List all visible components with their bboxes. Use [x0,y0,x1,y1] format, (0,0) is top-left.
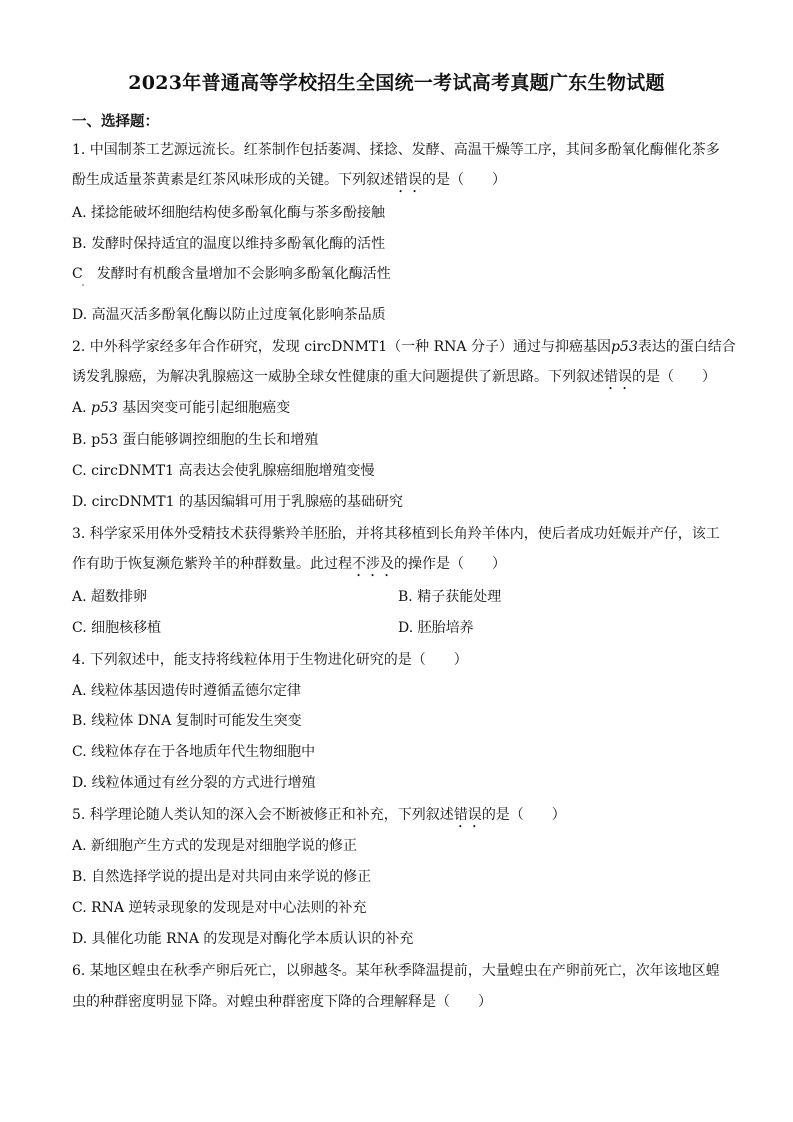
q3-emphasis: 不涉及 [352,556,394,572]
section-heading: 一、选择题： [72,113,159,130]
q2-option-b: B. p53 蛋白能够调控细胞的生长和增殖 [72,432,319,448]
q5-stem: 5. 科学理论随人类认知的深入会不断被修正和补充，下列叙述错误的是（ ） [72,807,566,823]
q2-emphasis: 错误 [604,369,632,385]
q1-emphasis: 错误 [394,172,422,188]
q2-option-a: A. p53 基因突变可能引起细胞癌变 [72,400,291,416]
q6-stem-line1: 6. 某地区蝗虫在秋季产卵后死亡，以卵越冬。某年秋季降温提前，大量蝗虫在产卵前死亡，次年该地区蝗 [72,963,720,979]
q1-option-b: B. 发酵时保持适宜的温度以维持多酚氧化酶的活性 [72,236,386,252]
q1-option-d: D. 高温灭活多酚氧化酶以防止过度氧化影响茶品质 [72,307,386,323]
q5-option-b: B. 自然选择学说的提出是对共同由来学说的修正 [72,869,372,885]
q3-stem-line1: 3. 科学家采用体外受精技术获得紫羚羊胚胎，并将其移植到长角羚羊体内，使后者成功妊娠并产仔，该工 [72,526,720,542]
q4-stem: 4. 下列叙述中，能支持将线粒体用于生物进化研究的是（ ） [72,652,468,668]
q2-stem-line2: 诱发乳腺癌，为解决乳腺癌这一威胁全球女性健康的重大问题提供了新思路。下列叙述错误的是（ ） [72,369,716,385]
q2-option-d: D. circDNMT1 的基因编辑可用于乳腺癌的基础研究 [72,494,403,510]
q2-stem-line1: 2. 中外科学家经多年合作研究，发现 circDNMT1（一种 RNA 分子）通过与抑癌基因p53表达的蛋白结合 [72,339,736,355]
q5-option-a: A. 新细胞产生方式的发现是对细胞学说的修正 [72,838,358,854]
q5-option-c: C. RNA 逆转录现象的发现是对中心法则的补充 [72,900,367,916]
page-title: 2023年普通高等学校招生全国统一考试高考真题广东生物试题 [128,72,665,94]
q6-stem-line2: 虫的种群密度明显下降。对蝗虫种群密度下降的合理解释是（ ） [72,994,492,1010]
q1-stem-line2: 酚生成适量茶黄素是红茶风味形成的关键。下列叙述错误的是（ ） [72,172,506,188]
q4-option-c: C. 线粒体存在于各地质年代生物细胞中 [72,744,316,760]
q4-option-d: D. 线粒体通过有丝分裂的方式进行增殖 [72,775,316,791]
q3-option-b: B. 精子获能处理 [398,589,502,605]
q4-option-a: A. 线粒体基因遗传时遵循孟德尔定律 [72,683,302,699]
q1-stem-line1: 1. 中国制茶工艺源远流长。红茶制作包括萎凋、揉捻、发酵、高温干燥等工序，其间多酚氧化酶催化茶多 [72,142,720,158]
q1-option-c: C 发酵时有机酸含量增加不会影响多酚氧化酶活性 [72,266,391,282]
q3-stem-line2: 作有助于恢复濒危紫羚羊的种群数量。此过程不涉及的操作是（ ） [72,556,506,572]
q3-option-c: C. 细胞核移植 [72,620,162,636]
stray-mark [82,284,84,286]
q3-option-a: A. 超数排卵 [72,589,148,605]
q5-option-d: D. 具催化功能 RNA 的发现是对酶化学本质认识的补充 [72,931,414,947]
q3-option-d: D. 胚胎培养 [398,620,474,636]
q5-emphasis: 错误 [453,807,482,823]
q1-option-a: A. 揉捻能破坏细胞结构使多酚氧化酶与茶多酚接触 [72,205,386,221]
q4-option-b: B. 线粒体 DNA 复制时可能发生突变 [72,713,302,729]
q2-option-c: C. circDNMT1 高表达会使乳腺癌细胞增殖变慢 [72,463,375,479]
